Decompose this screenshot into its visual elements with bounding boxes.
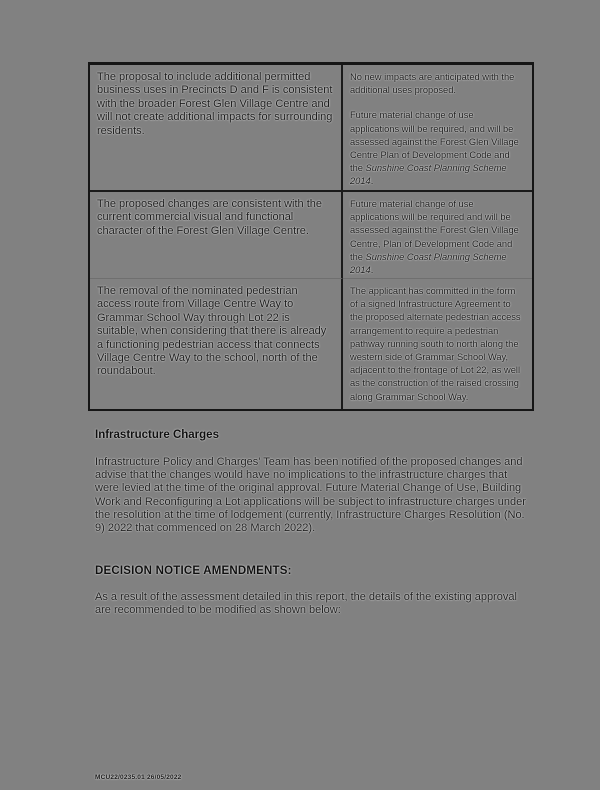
cell-paragraph [350, 109, 524, 188]
table-cell-row2-left [90, 192, 343, 279]
italic-scheme-title: Sunshine Coast Planning Scheme 2014 [350, 251, 507, 276]
cell-paragraph: The applicant has committed in the form of a signed Infrastructure Agreement to the proposed alternate pedestrian access arrangement to require a pedestrian pathway running south to north along the western side of Grammar School Way, adjacent to the frontage of Lot 22, as well as the construction of the raised crossing along Grammar School Way. [350, 286, 521, 402]
cell-paragraph: The proposal to include additional permitted business uses in Precincts D and F is consistent with the broader Forest Glen Village Centre and will not create additional impacts for surrounding residents. [97, 71, 333, 137]
text-run: Future material change of use applications will be required, and will be assessed against the Forest Glen Village Centre Plan of Development Code and the [350, 110, 519, 174]
decision-notice-amendments-heading: DECISION NOTICE AMENDMENTS: [95, 565, 292, 577]
text-run: Future material change of use applications will be required and will be assessed against the Forest Glen Village Centre, Plan of Development Code and the [350, 199, 519, 262]
text-run: . [370, 176, 374, 187]
table-cell-row3-right [343, 279, 532, 409]
cell-paragraph [350, 198, 524, 277]
decision-notice-amendments-paragraph: As a result of the assessment detailed in this report, the details of the existing approval are recommended to be modified as shown below: [95, 591, 517, 617]
table-cell-row2-right [343, 192, 532, 279]
table-cell-row1-right [343, 65, 532, 192]
infrastructure-charges-paragraph: Infrastructure Policy and Charges' Team has been notified of the proposed changes and advise that the changes would have no implications to the infrastructure charges that were levied at the time of the original approval. Future Material Change of Use, Building Work and Reconfiguring a Lot applications will be subject to infrastructure charges under the resolution at the time of lodgement (currently, Infrastructure Charges Resolution (No. 9) 2022 that commenced on 28 March 2022). [95, 456, 526, 535]
table-cell-row1-left [90, 65, 343, 192]
cell-paragraph: The proposed changes are consistent with the current commercial visual and functional character of the Forest Glen Village Centre. [97, 198, 323, 237]
italic-scheme-title: Sunshine Coast Planning Scheme 2014 [350, 163, 507, 187]
cell-paragraph: No new impacts are anticipated with the additional uses proposed. [350, 72, 515, 96]
assessment-table [88, 62, 534, 411]
text-run: . [370, 265, 374, 276]
footer-reference: MCU22/0235.01 26/05/2022 [95, 774, 182, 781]
cell-paragraph: The removal of the nominated pedestrian access route from Village Centre Way to Grammar School Way through Lot 22 is suitable, when considering that there is already a functioning pedestrian access that connects Village Centre Way to the school, north of the roundabout. [97, 285, 327, 378]
infrastructure-charges-heading: Infrastructure Charges [95, 429, 219, 441]
table-cell-row3-left [90, 279, 343, 409]
